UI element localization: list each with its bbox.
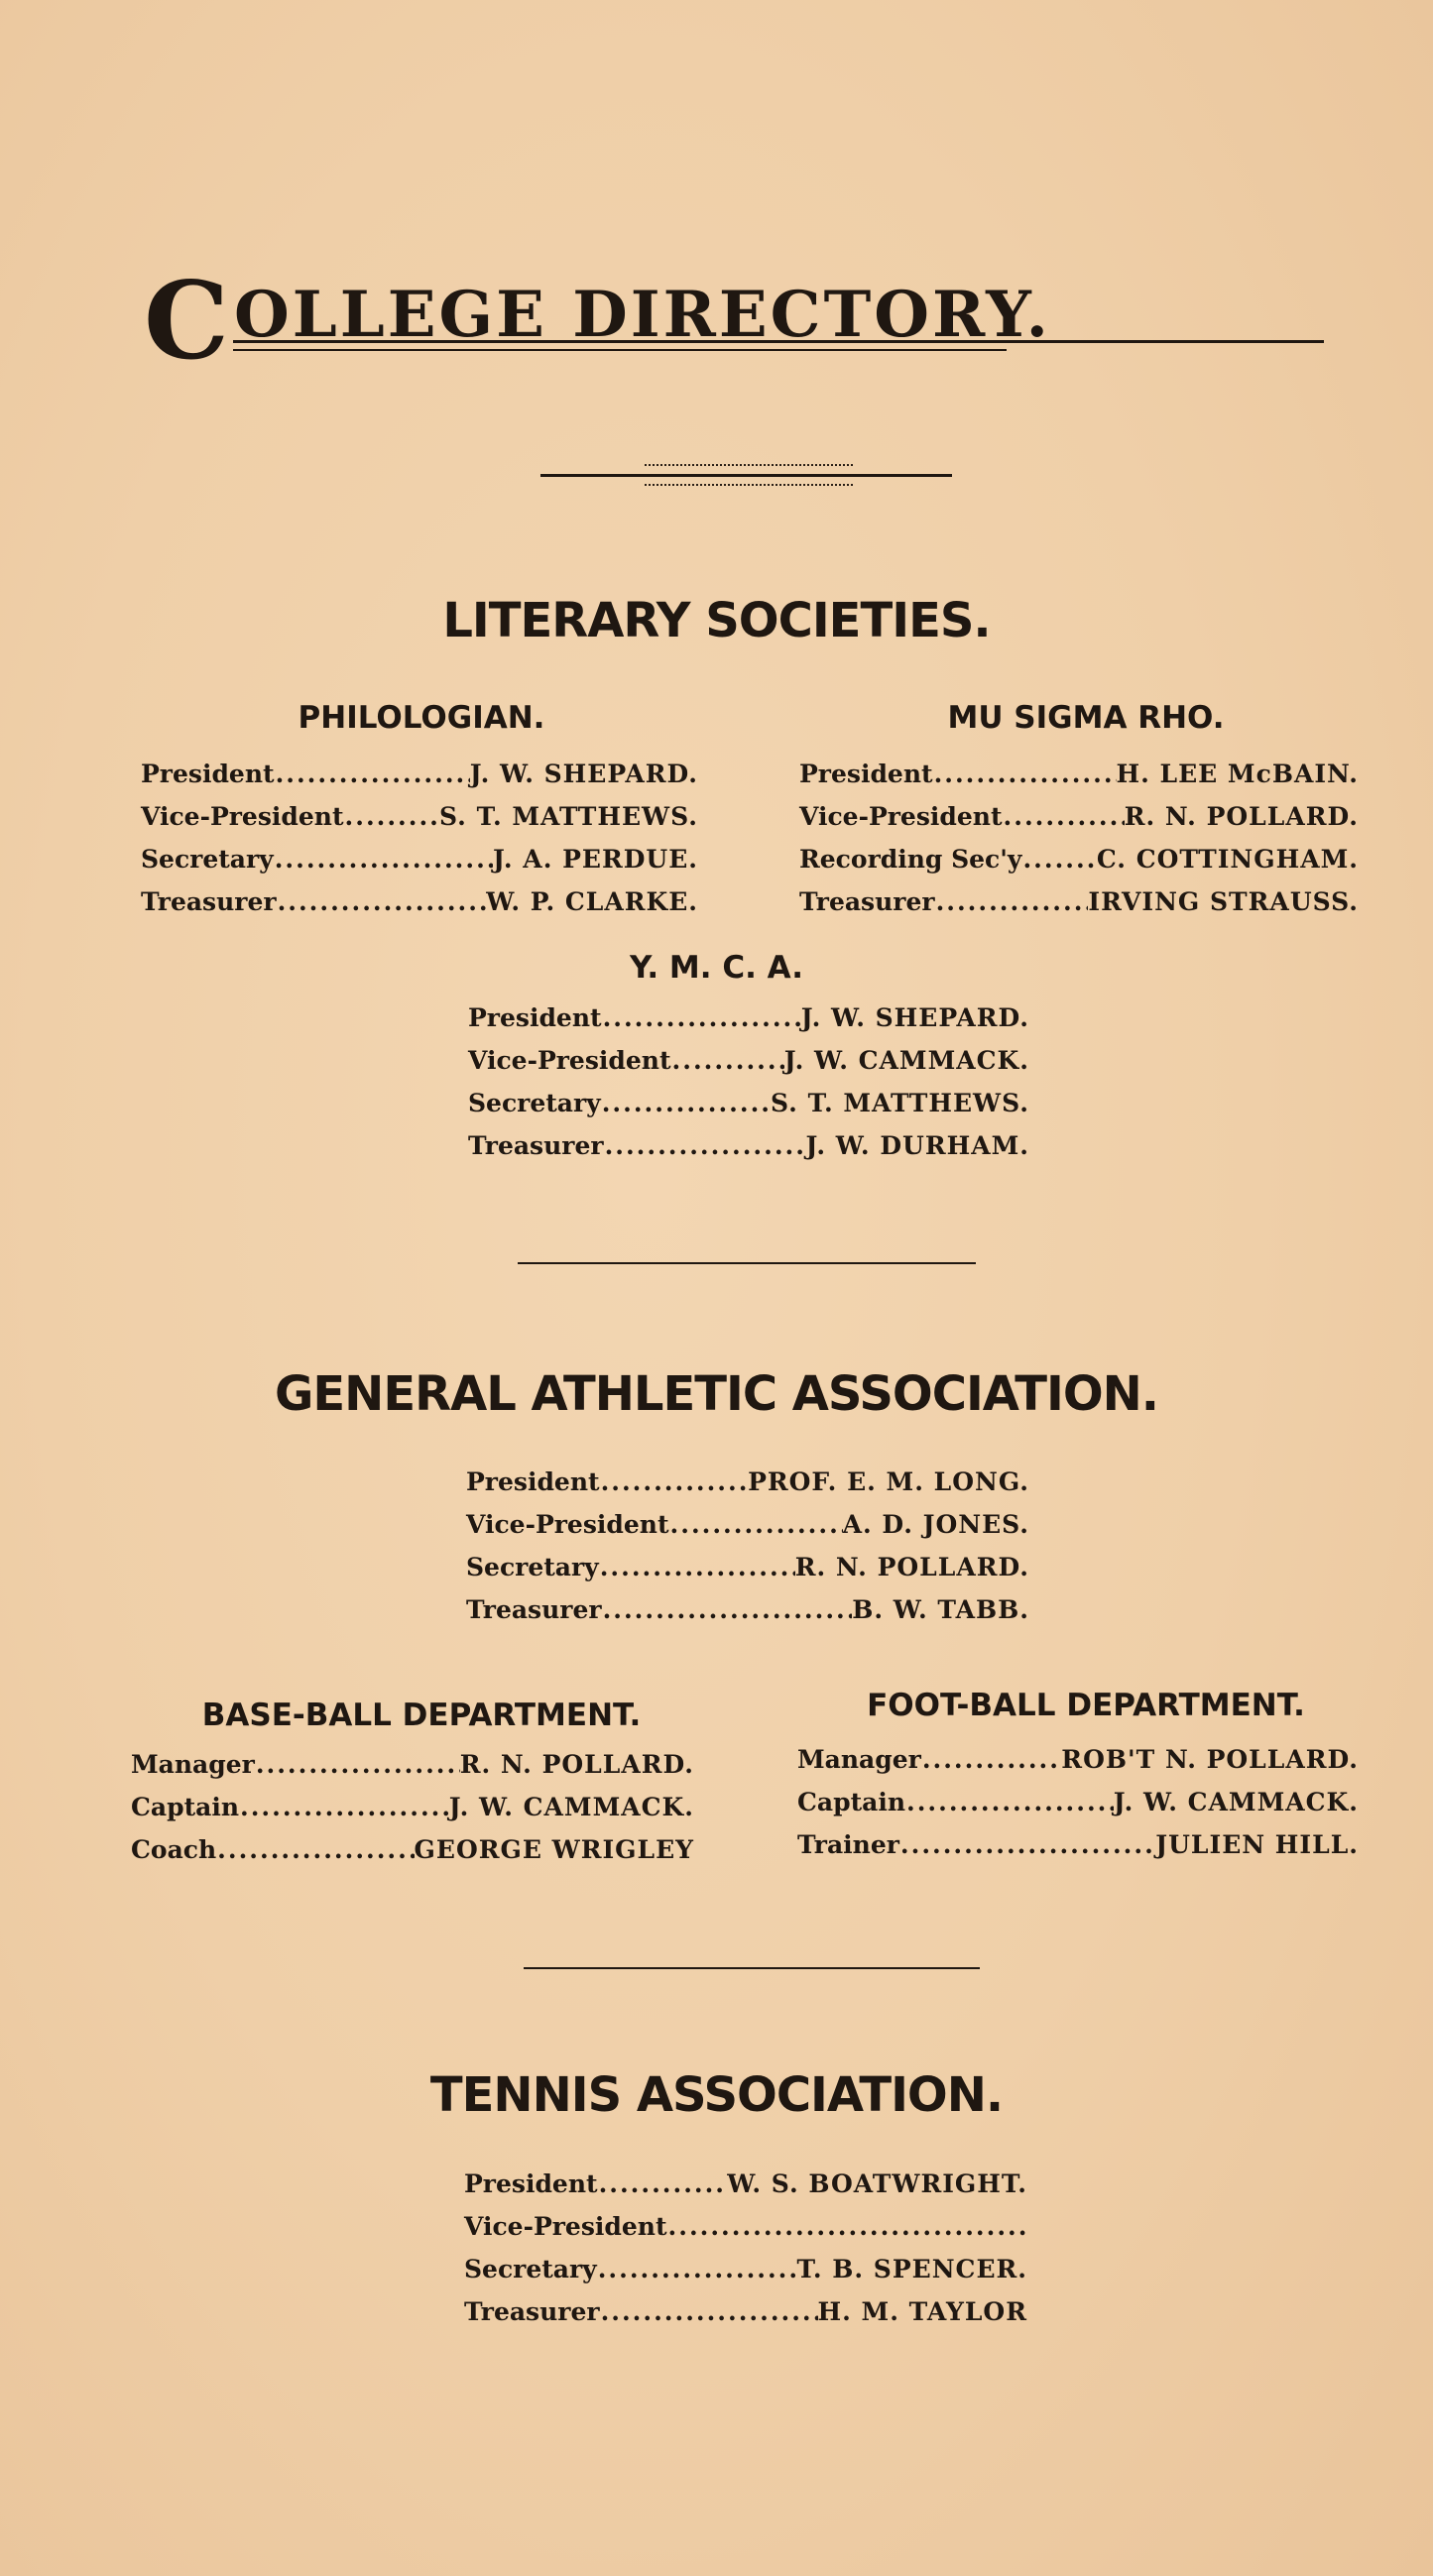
officer-row: Vice-President ..... A. D. JONES.	[466, 1510, 1029, 1553]
mu-sigma-rho-heading: MU SIGMA RHO.	[947, 700, 1225, 736]
officer-row: Secretary ..... T. B. SPENCER.	[464, 2255, 1027, 2297]
officer-row: President ..... PROF. E. M. LONG.	[466, 1467, 1029, 1510]
officer-row: Treasurer ..... IRVING STRAUSS.	[799, 887, 1359, 930]
title-ornament	[540, 464, 952, 500]
officer-row: Trainer ..... JULIEN HILL.	[797, 1830, 1359, 1873]
football-heading: FOOT-BALL DEPARTMENT.	[867, 1688, 1305, 1723]
ymca-heading: Y. M. C. A.	[630, 950, 803, 986]
philologian-heading: PHILOLOGIAN.	[298, 700, 545, 736]
officer-row: Coach ..... GEORGE WRIGLEY	[131, 1835, 694, 1878]
tennis-officers	[464, 2169, 1027, 2340]
officer-row: President ..... H. LEE McBAIN.	[799, 760, 1359, 802]
officer-row: Treasurer ..... W. P. CLARKE.	[141, 887, 698, 930]
mu-sigma-rho-officers	[799, 760, 1359, 930]
philologian-officers	[141, 760, 698, 930]
literary-heading: LITERARY SOCIETIES.	[442, 593, 991, 648]
baseball-heading: BASE-BALL DEPARTMENT.	[201, 1698, 642, 1733]
officer-row: President ..... W. S. BOATWRIGHT.	[464, 2169, 1027, 2212]
officer-row: Treasurer ..... J. W. DURHAM.	[468, 1131, 1029, 1174]
section-divider	[518, 1262, 976, 1264]
officer-row: Secretary ..... S. T. MATTHEWS.	[468, 1089, 1029, 1131]
athletic-officers	[466, 1467, 1029, 1638]
tennis-heading: TENNIS ASSOCIATION.	[429, 2067, 1004, 2123]
page-title-text	[144, 259, 1051, 384]
baseball-officers	[131, 1750, 694, 1878]
officer-row: Manager ..... ROB'T N. POLLARD.	[797, 1745, 1359, 1788]
officer-row: Recording Sec'y ..... C. COTTINGHAM.	[799, 845, 1359, 887]
officer-row: Secretary ..... R. N. POLLARD.	[466, 1553, 1029, 1595]
officer-row: Captain ..... J. W. CAMMACK.	[797, 1788, 1359, 1830]
officer-row: Treasurer ..... B. W. TABB.	[466, 1595, 1029, 1638]
officer-row: Secretary ..... J. A. PERDUE.	[141, 845, 698, 887]
officer-row: Vice-President ..... S. T. MATTHEWS.	[141, 802, 698, 845]
officer-row: Vice-President ..... J. W. CAMMACK.	[468, 1046, 1029, 1089]
page-title	[144, 258, 1334, 387]
officer-row: Treasurer ..... H. M. TAYLOR	[464, 2297, 1027, 2340]
officer-row: Vice-President .....	[464, 2212, 1027, 2255]
ymca-officers	[468, 1003, 1029, 1174]
title-rule-thin	[233, 349, 1007, 351]
football-officers	[797, 1745, 1359, 1873]
officer-row: President ..... J. W. SHEPARD.	[141, 760, 698, 802]
title-rule	[233, 340, 1324, 343]
officer-row: Vice-President ..... R. N. POLLARD.	[799, 802, 1359, 845]
title-initial: C	[144, 259, 232, 384]
title-rest: OLLEGE DIRECTORY.	[233, 278, 1051, 352]
officer-row: Captain ..... J. W. CAMMACK.	[131, 1793, 694, 1835]
officer-row: President ..... J. W. SHEPARD.	[468, 1003, 1029, 1046]
officer-row: Manager ..... R. N. POLLARD.	[131, 1750, 694, 1793]
section-divider	[524, 1967, 980, 1969]
athletic-heading: GENERAL ATHLETIC ASSOCIATION.	[274, 1366, 1159, 1422]
